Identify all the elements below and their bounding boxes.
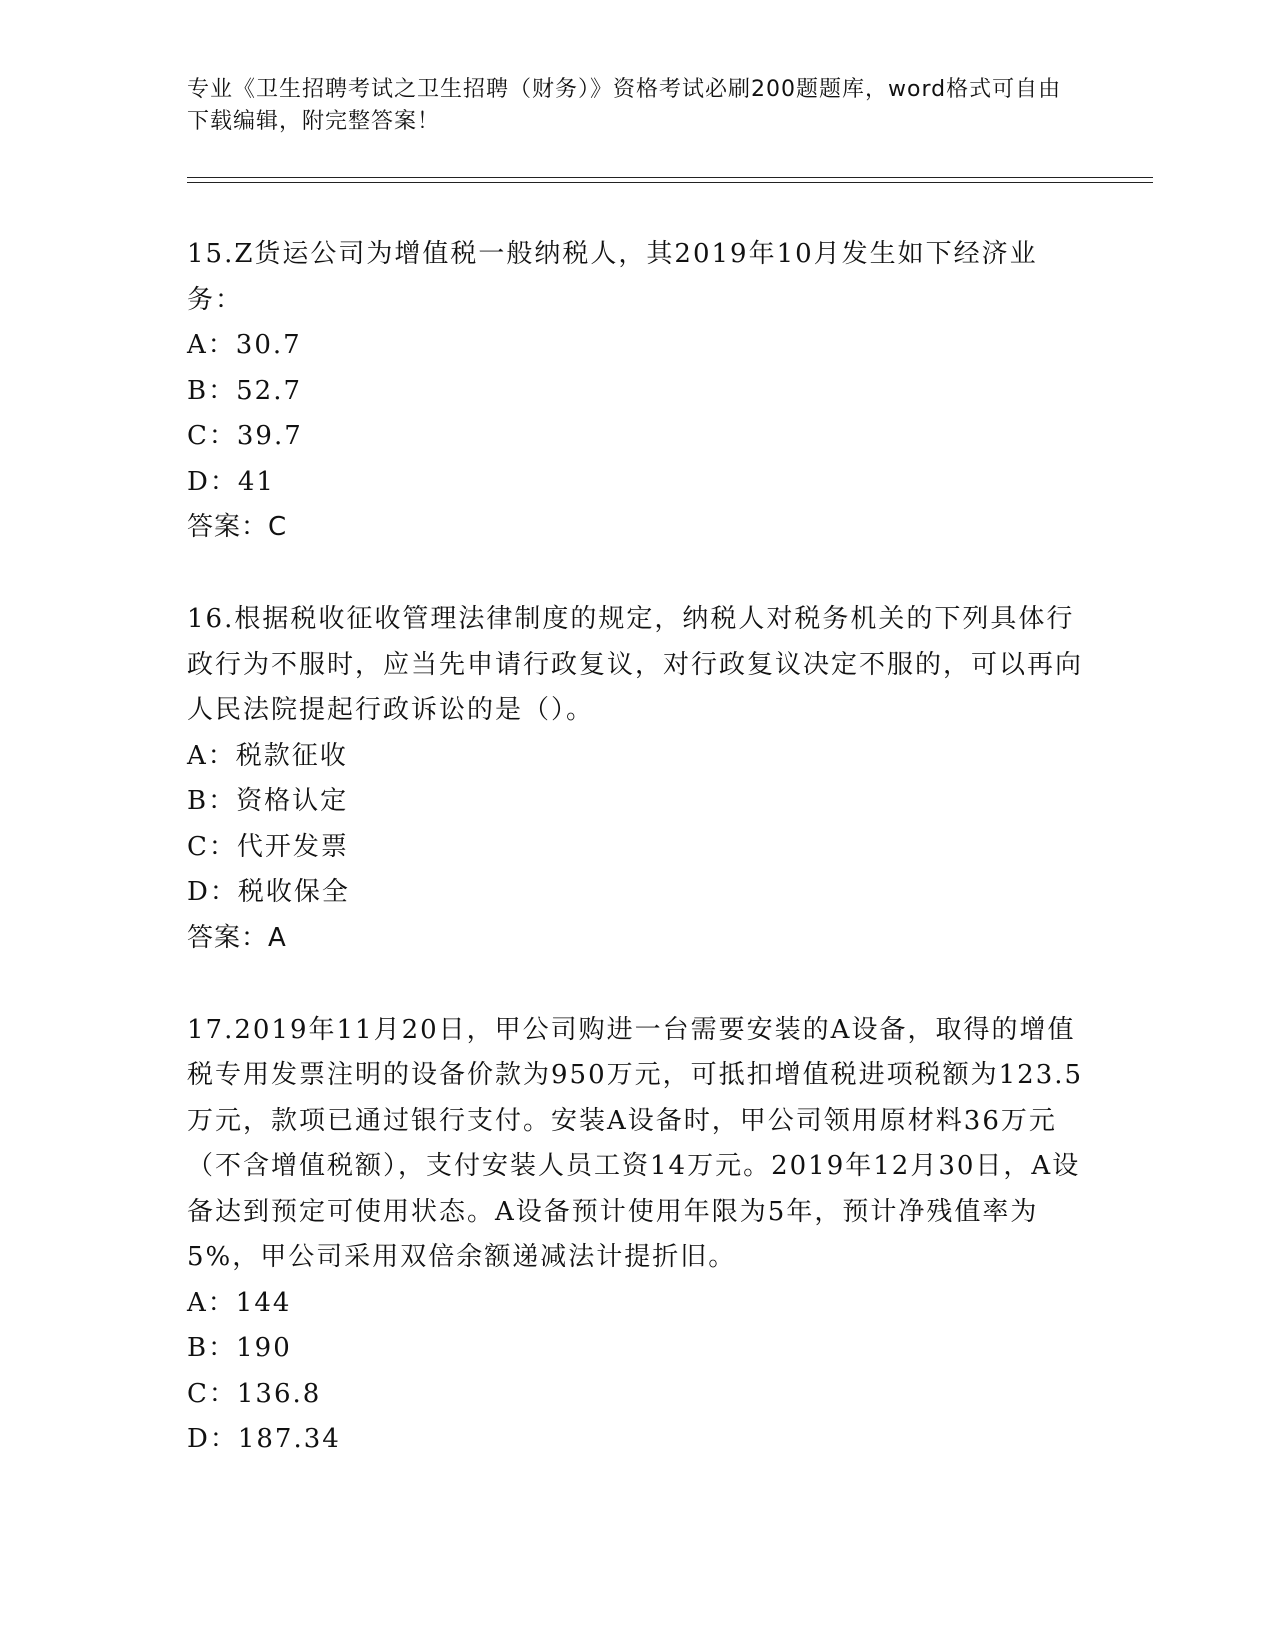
- option-b: B：190: [187, 1333, 292, 1363]
- question-text: 15.Z货运公司为增值税一般纳税人，其2019年10月发生如下经济业务：: [187, 239, 1038, 315]
- option-b: B：资格认定: [187, 786, 349, 816]
- question-text: 16.根据税收征收管理法律制度的规定，纳税人对税务机关的下列具体行政行为不服时，应当先申请行政复议，对行政复议决定不服的，可以再向人民法院提起行政诉讼的是（）。: [187, 604, 1084, 725]
- header-divider: [187, 182, 1153, 183]
- question-15: [187, 232, 1087, 550]
- option-a: A：30.7: [187, 330, 302, 360]
- question-text: 17.2019年11月20日，甲公司购进一台需要安装的A设备，取得的增值税专用发票注明的设备价款为950万元，可抵扣增值税进项税额为123.5万元，款项已通过银行支付。安装A设备时，甲公司领用原材料36万元（不含增值税额），支付安装人员工资14万元。2019年12月30日，A设备达到预定可使用状态。A设备预计使用年限为5年，预计净残值率为5%，甲公司采用双倍余额递减法计提折旧。: [187, 1014, 1084, 1272]
- question-list: [187, 232, 1087, 1510]
- option-d: D：税收保全: [187, 877, 350, 907]
- answer-line: 答案：A: [187, 922, 287, 953]
- option-c: C：136.8: [187, 1378, 322, 1409]
- option-c: C：代开发票: [187, 831, 349, 862]
- option-a: A：税款征收: [187, 740, 348, 771]
- question-17: [187, 1008, 1087, 1463]
- question-16: [187, 597, 1087, 961]
- answer-line: 答案：C: [187, 512, 288, 542]
- option-a: A：144: [187, 1287, 292, 1318]
- option-c: C：39.7: [187, 421, 303, 451]
- page-header: 专业《卫生招聘考试之卫生招聘（财务）》资格考试必刷200题题库，word格式可自由下载编辑，附完整答案！: [187, 77, 1062, 134]
- option-b: B：52.7: [187, 375, 302, 406]
- option-d: D：41: [187, 466, 275, 497]
- option-d: D：187.34: [187, 1424, 341, 1454]
- header-divider: [187, 177, 1153, 178]
